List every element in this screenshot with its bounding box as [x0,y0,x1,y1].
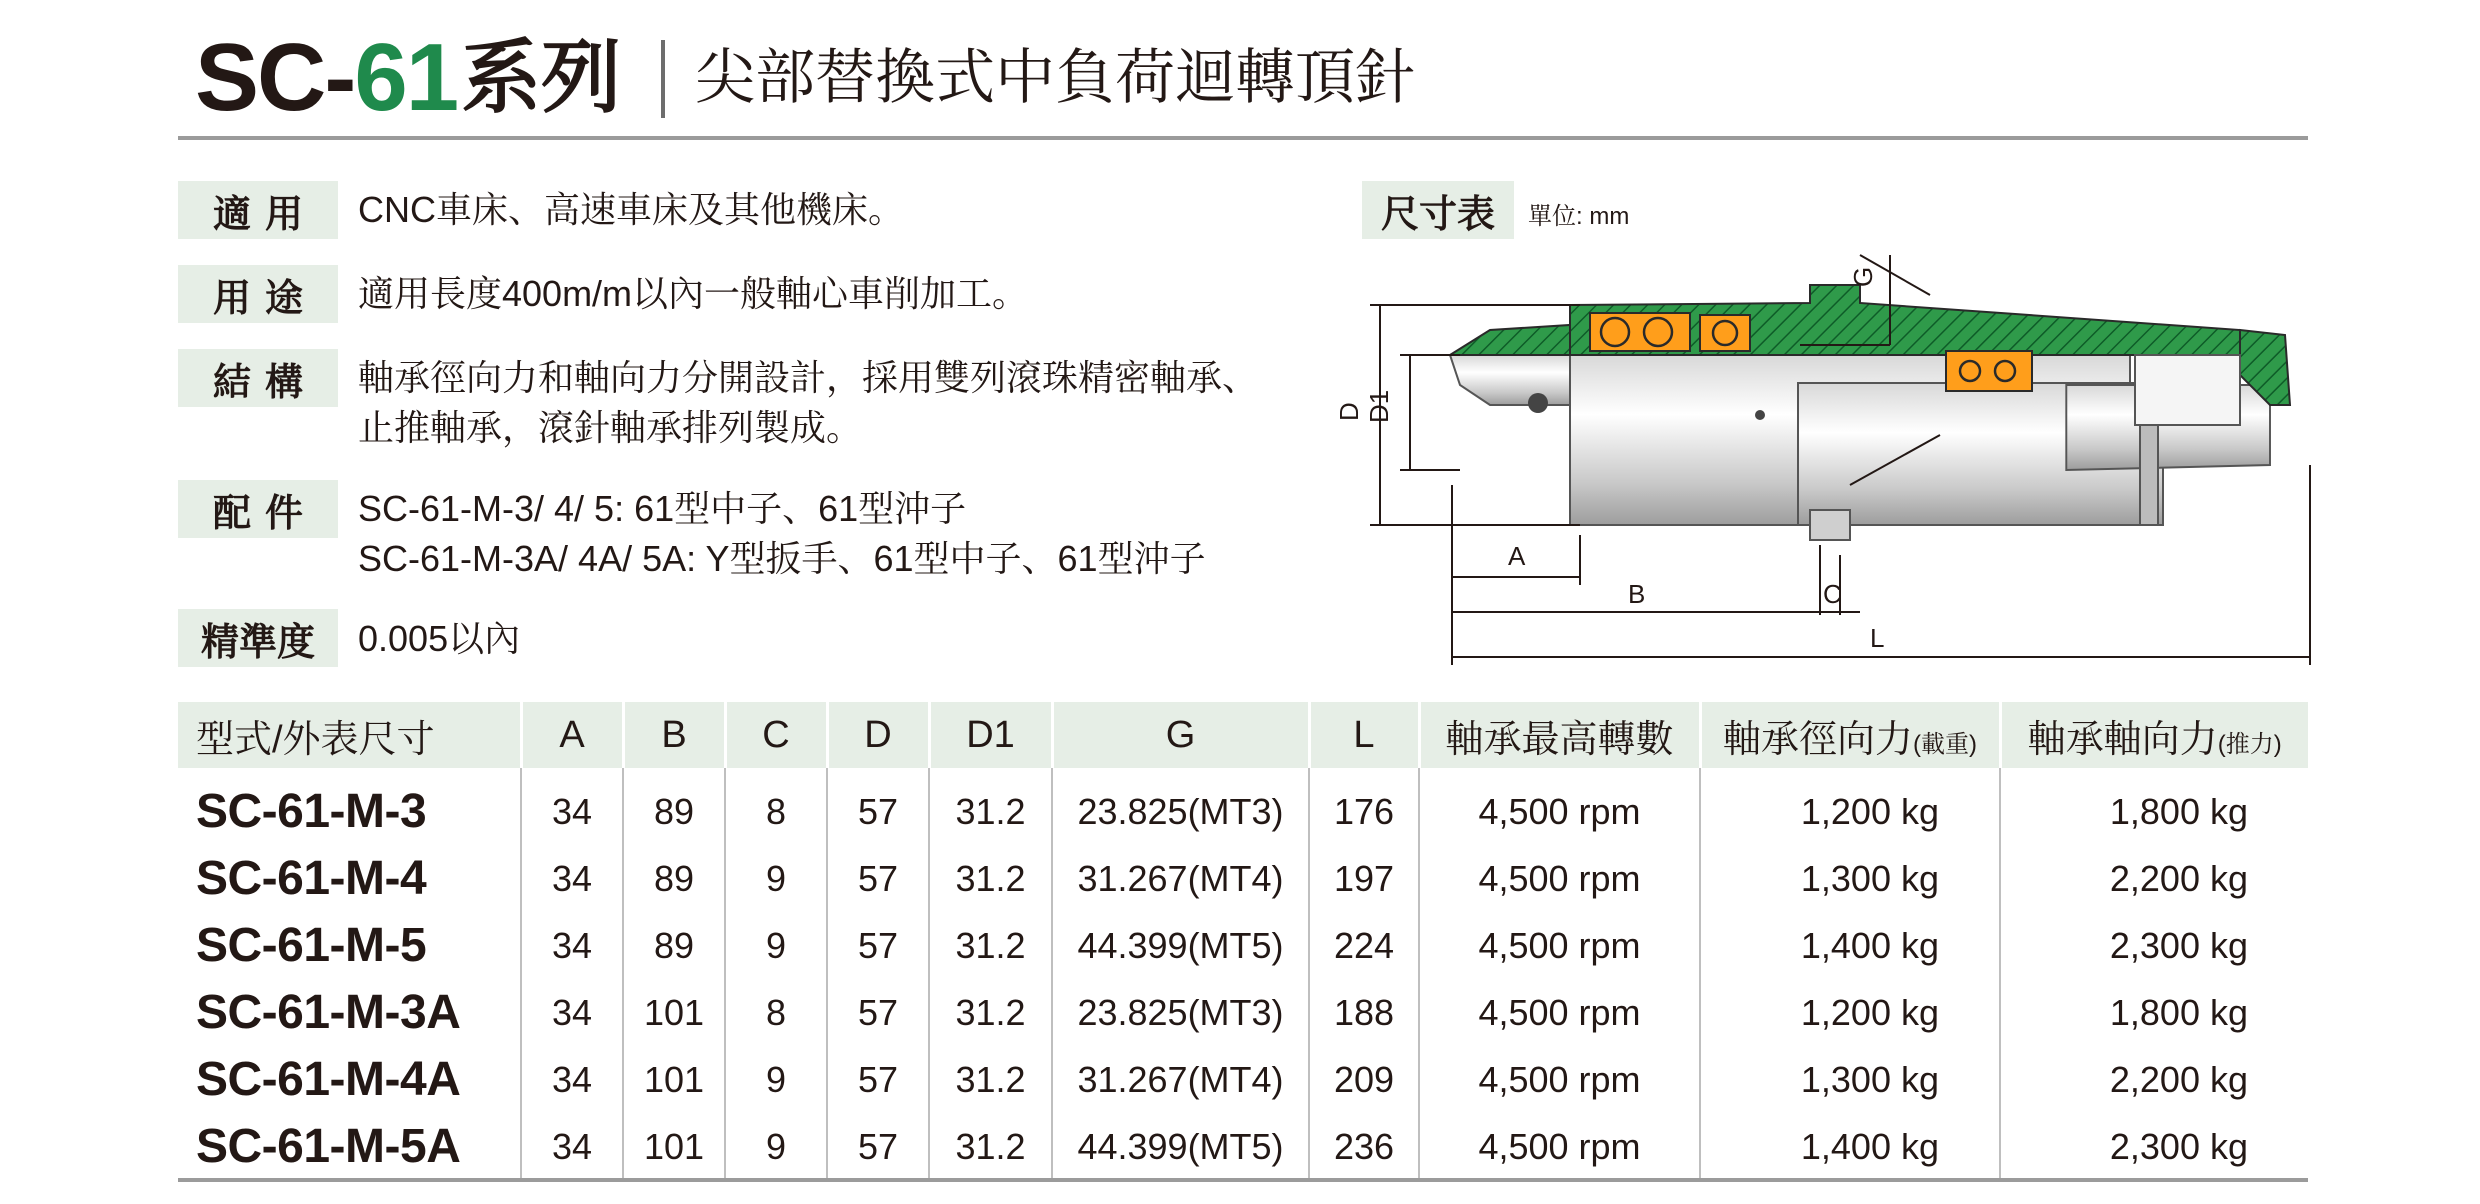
cell-C: 8 [725,979,827,1046]
cell-D: 57 [827,1046,929,1113]
header-axial [2000,702,2308,768]
header-D: D [827,702,929,768]
page-title [195,24,1416,131]
dim-D: D [1334,402,1364,421]
cell-C: 8 [725,768,827,845]
spec-value-structure-line1: 軸承徑向力和軸向力分開設計，採用雙列滾珠精密軸承、 [358,357,1259,398]
spec-label-structure: 結構 [178,349,338,407]
cell-D: 57 [827,1113,929,1180]
cell-A: 34 [521,1113,623,1180]
live-center-drawing [1334,255,2320,675]
spec-label-usage: 用途 [178,265,338,323]
dim-A: A [1508,541,1526,571]
cell-D: 57 [827,979,929,1046]
cell-axial: 2,200 kg [2000,845,2308,912]
table-bottom-rule [178,1178,2308,1182]
table-row [178,979,2308,1046]
cell-D: 57 [827,768,929,845]
cell-D1: 31.2 [929,979,1052,1046]
cell-L: 197 [1309,845,1419,912]
spec-value-accessories-line2: SC-61-M-3A/ 4A/ 5A: Y型扳手、61型中子、61型沖子 [358,538,1206,579]
cell-C: 9 [725,845,827,912]
header-A: A [521,702,623,768]
dim-B: B [1628,579,1646,609]
cell-rpm: 4,500 rpm [1419,768,1700,845]
title-series: 系列 [461,33,622,122]
cell-radial: 1,300 kg [1700,845,2000,912]
cell-L: 224 [1309,912,1419,979]
header-axial-note: (推力) [2217,730,2282,758]
cell-model: SC-61-M-4A [196,1053,461,1106]
header-D1: D1 [929,702,1052,768]
header-radial [1700,702,2000,768]
cell-G: 31.267(MT4) [1052,845,1309,912]
cell-radial: 1,400 kg [1700,1113,2000,1180]
cell-A: 34 [521,979,623,1046]
cell-model: SC-61-M-3 [196,785,427,838]
cell-axial: 2,300 kg [2000,912,2308,979]
cell-L: 236 [1309,1113,1419,1180]
cell-rpm: 4,500 rpm [1419,912,1700,979]
header-radial-label: 軸承徑向力 [1723,718,1914,761]
spec-label-accuracy: 精準度 [178,609,338,667]
cell-C: 9 [725,912,827,979]
cell-radial: 1,200 kg [1700,979,2000,1046]
cell-axial: 1,800 kg [2000,979,2308,1046]
table-row [178,912,2308,979]
cell-C: 9 [725,1113,827,1180]
cell-G: 44.399(MT5) [1052,912,1309,979]
cell-rpm: 4,500 rpm [1419,979,1700,1046]
cell-axial: 1,800 kg [2000,768,2308,845]
title-number: 61 [354,24,458,131]
cell-B: 101 [623,979,725,1046]
cell-radial: 1,400 kg [1700,912,2000,979]
cell-rpm: 4,500 rpm [1419,1046,1700,1113]
dim-C: C [1823,579,1842,609]
dimension-table-label: 尺寸表 [1362,181,1514,239]
header-rpm: 軸承最高轉數 [1419,702,1700,768]
header-C: C [725,702,827,768]
cell-D1: 31.2 [929,845,1052,912]
spec-value-usage: 適用長度400m/m以內一般軸心車削加工。 [358,273,1029,314]
cell-D1: 31.2 [929,912,1052,979]
spec-value-application: CNC車床、高速車床及其他機床。 [358,189,904,230]
spec-table [178,702,2308,1180]
header-B: B [623,702,725,768]
cell-model: SC-61-M-3A [196,986,461,1039]
spec-value-accessories-line1: SC-61-M-3/ 4/ 5: 61型中子、61型沖子 [358,488,967,529]
spec-label-accessories: 配件 [178,480,338,538]
cell-C: 9 [725,1046,827,1113]
cell-model: SC-61-M-5 [196,919,427,972]
cell-D: 57 [827,912,929,979]
header-G: G [1052,702,1309,768]
dim-L: L [1870,623,1885,653]
header-L: L [1309,702,1419,768]
cell-B: 101 [623,1046,725,1113]
cell-B: 89 [623,845,725,912]
cell-A: 34 [521,845,623,912]
cell-D1: 31.2 [929,768,1052,845]
cell-rpm: 4,500 rpm [1419,1113,1700,1180]
cell-G: 23.825(MT3) [1052,979,1309,1046]
cell-G: 31.267(MT4) [1052,1046,1309,1113]
cell-B: 89 [623,912,725,979]
spec-value-structure-line2: 止推軸承，滾針軸承排列製成。 [358,407,863,448]
table-header-row [178,702,2308,768]
cell-L: 188 [1309,979,1419,1046]
cell-A: 34 [521,1046,623,1113]
dim-G: G [1848,266,1878,287]
dim-D1: D1 [1364,389,1394,423]
header-radial-note: (載重) [1913,730,1977,758]
title-prefix: SC- [195,24,355,131]
cell-A: 34 [521,768,623,845]
cell-radial: 1,300 kg [1700,1046,2000,1113]
cell-G: 23.825(MT3) [1052,768,1309,845]
spec-label-application: 適用 [178,181,338,239]
header-model: 型式/外表尺寸 [178,702,521,768]
cell-model: SC-61-M-5A [196,1120,461,1173]
cell-G: 44.399(MT5) [1052,1113,1309,1180]
table-row [178,845,2308,912]
title-separator [661,40,665,118]
table-row [178,768,2308,845]
cell-D: 57 [827,845,929,912]
cell-axial: 2,200 kg [2000,1046,2308,1113]
table-row [178,1113,2308,1180]
cell-model: SC-61-M-4 [196,852,427,905]
title-divider [178,136,2308,140]
cell-L: 176 [1309,768,1419,845]
cell-radial: 1,200 kg [1700,768,2000,845]
cell-B: 101 [623,1113,725,1180]
table-row [178,1046,2308,1113]
dimension-unit: 單位: mm [1528,203,1630,230]
cell-D1: 31.2 [929,1113,1052,1180]
header-axial-label: 軸承軸向力 [2027,718,2218,761]
spec-value-accuracy: 0.005以內 [358,618,521,659]
cell-B: 89 [623,768,725,845]
cell-axial: 2,300 kg [2000,1113,2308,1180]
cell-D1: 31.2 [929,1046,1052,1113]
cell-L: 209 [1309,1046,1419,1113]
cell-rpm: 4,500 rpm [1419,845,1700,912]
title-subtitle: 尖部替換式中負荷迴轉頂針 [695,44,1416,111]
cell-A: 34 [521,912,623,979]
